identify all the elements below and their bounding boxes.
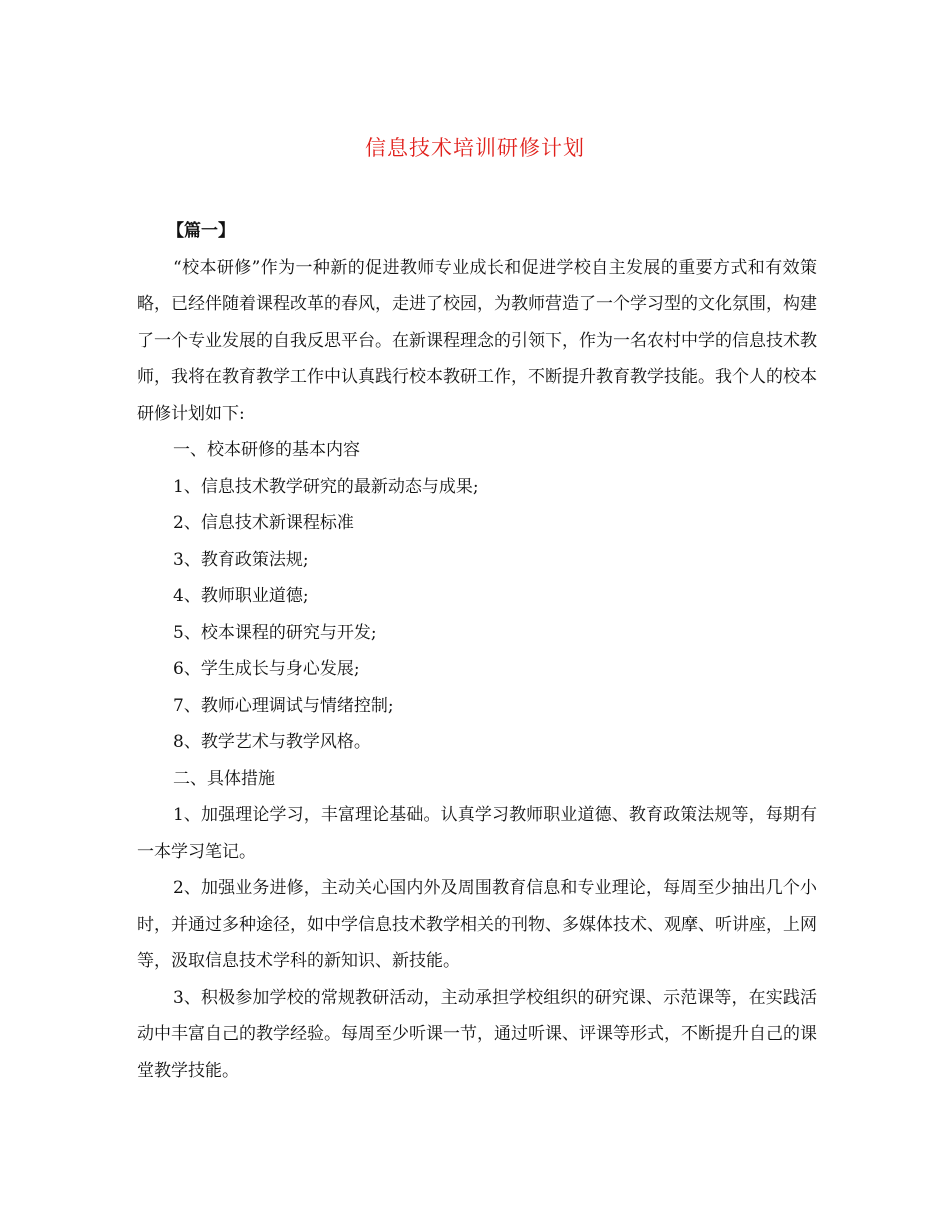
heading-measures: 二、具体措施 (173, 768, 275, 789)
document-title: 信息技术培训研修计划 (365, 136, 585, 160)
measure-paragraph: 1、加强理论学习，丰富理论基础。认真学习教师职业道德、教育政策法规等，每期有一本学习笔记。 (137, 805, 817, 862)
list-item: 6、学生成长与身心发展; (173, 659, 360, 679)
list-item: 8、教学艺术与教学风格。 (173, 732, 371, 752)
list-item: 2、信息技术新课程标准 (173, 513, 354, 533)
list-item: 4、教师职业道德; (173, 586, 309, 606)
list-item: 1、信息技术教学研究的最新动态与成果; (173, 476, 479, 497)
heading-basic-content: 一、校本研修的基本内容 (173, 440, 360, 460)
document-body (137, 213, 817, 1089)
list-item: 7、教师心理调试与情绪控制; (173, 695, 394, 716)
section-label: 【篇一】 (167, 221, 235, 241)
list-item: 3、教育政策法规; (173, 549, 309, 570)
intro-paragraph: “校本研修”作为一种新的促进教师专业成长和促进学校自主发展的重要方式和有效策略，已经伴随着课程改革的春风，走进了校园，为教师营造了一个学习型的文化氛围，构建了一个专业发展的自我反思平台。在新课程理念的引领下，作为一名农村中学的信息技术教师，我将在教育教学工作中认真践行校本教研工作，不断提升教育教学技能。我个人的校本研修计划如下: (137, 257, 817, 424)
measure-paragraph: 3、积极参加学校的常规教研活动，主动承担学校组织的研究课、示范课等，在实践活动中丰富自己的教学经验。每周至少听课一节，通过听课、评课等形式，不断提升自己的课堂教学技能。 (137, 987, 817, 1081)
list-item: 5、校本课程的研究与开发; (173, 622, 377, 643)
measure-paragraph: 2、加强业务进修，主动关心国内外及周围教育信息和专业理论，每周至少抽出几个小时，并通过多种途径，如中学信息技术教学相关的刊物、多媒体技术、观摩、听讲座，上网等，汲取信息技术学科的新知识、新技能。 (137, 878, 817, 971)
